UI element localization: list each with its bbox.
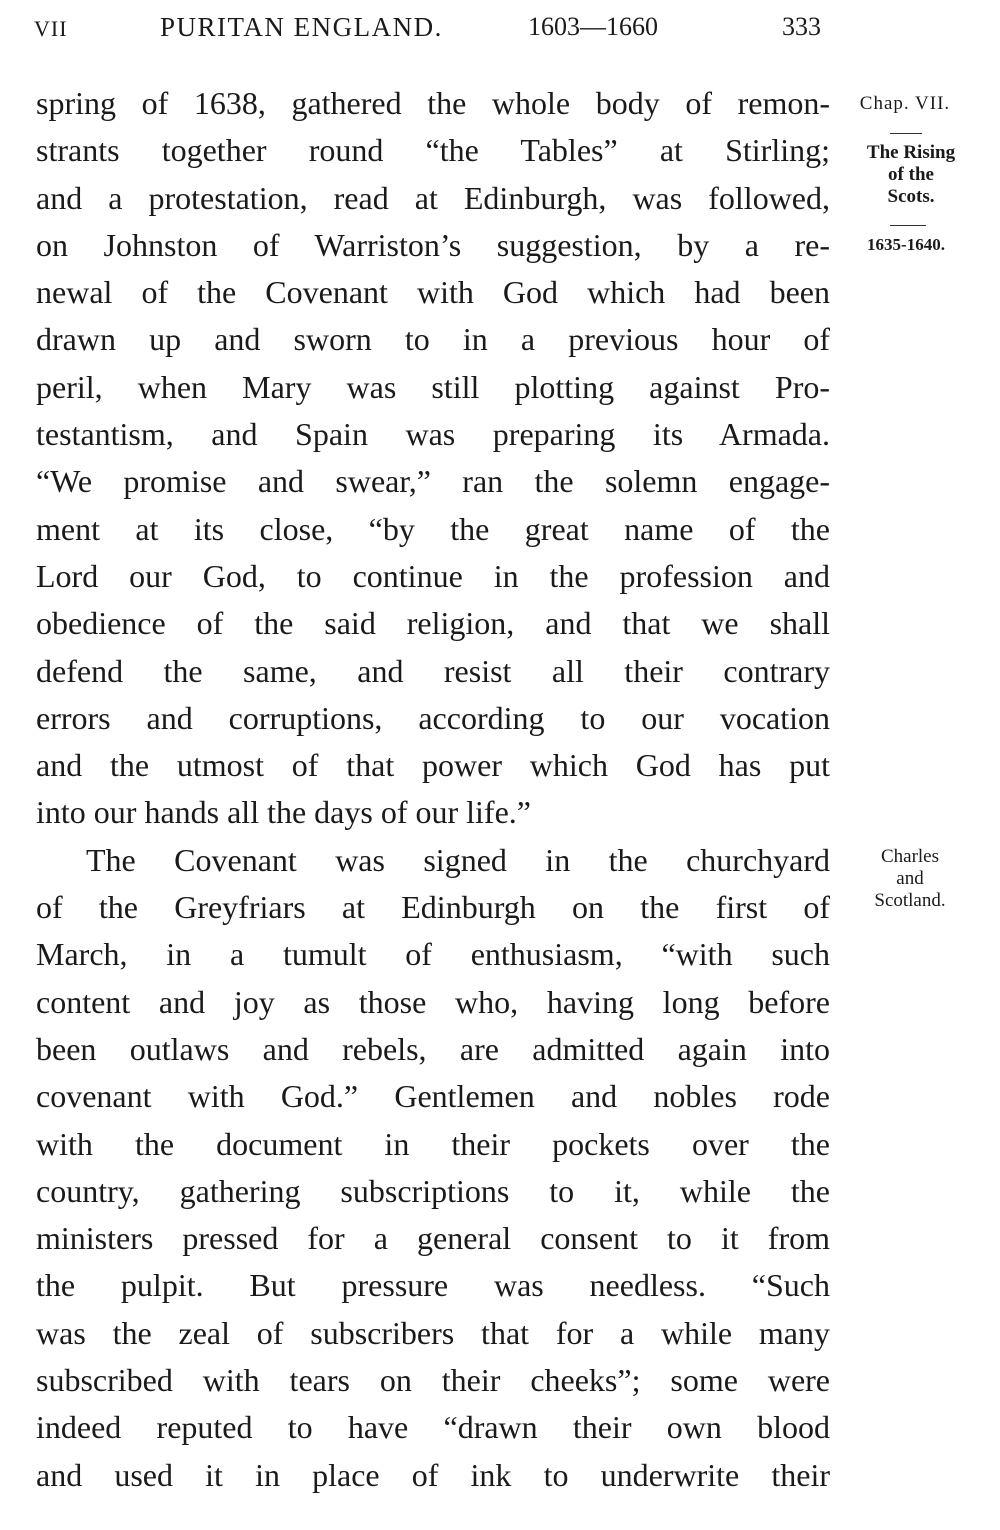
text-line-paragraph-start: The Covenant was signed in the churchyard	[86, 841, 830, 878]
text-line: ment at its close, “by the great name of the	[36, 510, 830, 547]
text-line-paragraph-end: into our hands all the days of our life.”	[36, 794, 531, 831]
margin-note-charles	[846, 846, 974, 912]
header-chapter-numeral: VII	[34, 16, 68, 41]
header-page-number: 333	[782, 12, 821, 41]
margin-rule	[890, 133, 922, 134]
text-line: strants together round “the Tables” at Stirling;	[36, 132, 830, 169]
text-line: and a protestation, read at Edinburgh, was followed,	[36, 179, 830, 216]
text-line: obedience of the said religion, and that we shall	[36, 605, 830, 642]
header-years: 1603—1660	[528, 12, 658, 41]
margin-note-dates: 1635-1640.	[867, 235, 945, 254]
text-line: of the Greyfriars at Edinburgh on the first of	[36, 889, 830, 926]
text-line: on Johnston of Warriston’s suggestion, by a re-	[36, 226, 830, 263]
margin-chapter-note: Chap. VII.	[859, 93, 951, 114]
text-line: ministers pressed for a general consent to it from	[36, 1220, 830, 1257]
text-line: subscribed with tears on their cheeks”; some were	[36, 1362, 830, 1399]
text-line: been outlaws and rebels, are admitted again into	[36, 1030, 830, 1067]
text-line: drawn up and sworn to in a previous hour of	[36, 321, 830, 358]
text-line: indeed reputed to have “drawn their own blood	[36, 1409, 830, 1446]
text-line: and the utmost of that power which God has put	[36, 747, 830, 784]
body-text	[36, 80, 830, 1499]
text-line: errors and corruptions, according to our vocation	[36, 699, 830, 736]
text-line: spring of 1638, gathered the whole body of remon-	[36, 85, 830, 121]
margin-note-rising	[842, 142, 980, 208]
text-line: March, in a tumult of enthusiasm, “with such	[36, 936, 830, 973]
text-line: Lord our God, to continue in the profession and	[36, 557, 830, 594]
margin-note-charles-line1: Charles	[880, 846, 940, 867]
text-line: the pulpit. But pressure was needless. “Such	[36, 1267, 830, 1304]
text-line: peril, when Mary was still plotting against Pro-	[36, 368, 830, 405]
text-line: testantism, and Spain was preparing its Armada.	[36, 416, 830, 453]
margin-note-rising-line3: Scots.	[887, 186, 935, 207]
margin-note-charles-line2: and	[896, 868, 924, 889]
header-title: PURITAN ENGLAND.	[160, 12, 443, 42]
text-line: newal of the Covenant with God which had been	[36, 274, 830, 311]
text-line: with the document in their pockets over the	[36, 1125, 830, 1162]
margin-note-rising-line1: The Rising	[866, 142, 956, 163]
text-line: content and joy as those who, having long before	[36, 983, 830, 1020]
margin-note-rising-line2: of the	[888, 164, 934, 185]
text-line: was the zeal of subscribers that for a while many	[36, 1314, 830, 1351]
text-line: country, gathering subscriptions to it, while the	[36, 1172, 830, 1209]
text-line: defend the same, and resist all their contrary	[36, 652, 830, 689]
margin-rule	[890, 225, 926, 226]
margin-note-charles-line3: Scotland.	[874, 890, 946, 911]
text-line: “We promise and swear,” ran the solemn engage-	[36, 463, 830, 500]
text-line: and used it in place of ink to underwrite their	[36, 1456, 830, 1493]
text-line: covenant with God.” Gentlemen and nobles rode	[36, 1078, 830, 1115]
